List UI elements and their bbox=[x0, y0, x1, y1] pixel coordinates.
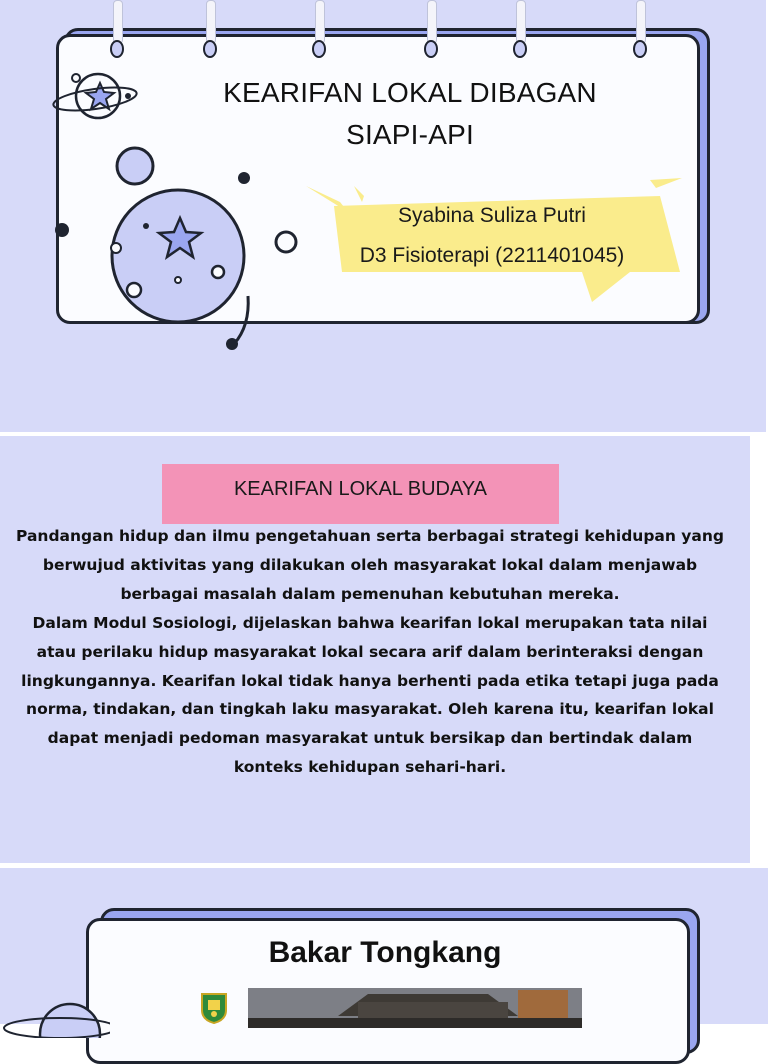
author-block bbox=[332, 196, 652, 276]
slide-title bbox=[0, 0, 766, 432]
paragraph-2: Dalam Modul Sosiologi, dijelaskan bahwa kearifan lokal merupakan tata nilai atau perilaku hidup masyarakat lokal secara arif dalam berinteraksi dengan lingkungannya. Kearifan lokal tidak hanya berhenti pada etika tetapi juga pada norma, tindakan, dan tingkah laku masyarakat. Oleh karena itu, kearifan lokal dapat menjadi pedoman masyarakat untuk bersikap dan bertindak dalam konteks kehidupan sehari-hari. bbox=[21, 613, 719, 777]
star-orbit-icon bbox=[50, 66, 140, 122]
title-line-2: SIAPI-API bbox=[346, 119, 474, 150]
paragraph-1: Pandangan hidup dan ilmu pengetahuan serta berbagai strategi kehidupan yang berwujud aktivitas yang dilakukan oleh masyarakat lokal dalam menjawab berbagai masalah dalam pemenuhan kebutuhan mereka. bbox=[16, 527, 724, 603]
photo-scene bbox=[248, 988, 582, 1028]
body-text bbox=[14, 522, 726, 782]
section-heading: KEARIFAN LOKAL BUDAYA bbox=[233, 478, 488, 500]
author-program: D3 Fisioterapi (2211401045) bbox=[359, 244, 625, 267]
regional-emblem-icon bbox=[200, 992, 228, 1024]
author-name: Syabina Suliza Putri bbox=[398, 204, 586, 227]
presentation-title bbox=[180, 72, 640, 156]
title-line-1: KEARIFAN LOKAL DIBAGAN bbox=[223, 77, 597, 108]
bakar-tongkang-photo bbox=[248, 988, 582, 1028]
moon-planet-icon bbox=[50, 146, 310, 356]
planet-icon bbox=[0, 998, 110, 1038]
slide-title-bakar-tongkang: Bakar Tongkang bbox=[268, 936, 502, 969]
